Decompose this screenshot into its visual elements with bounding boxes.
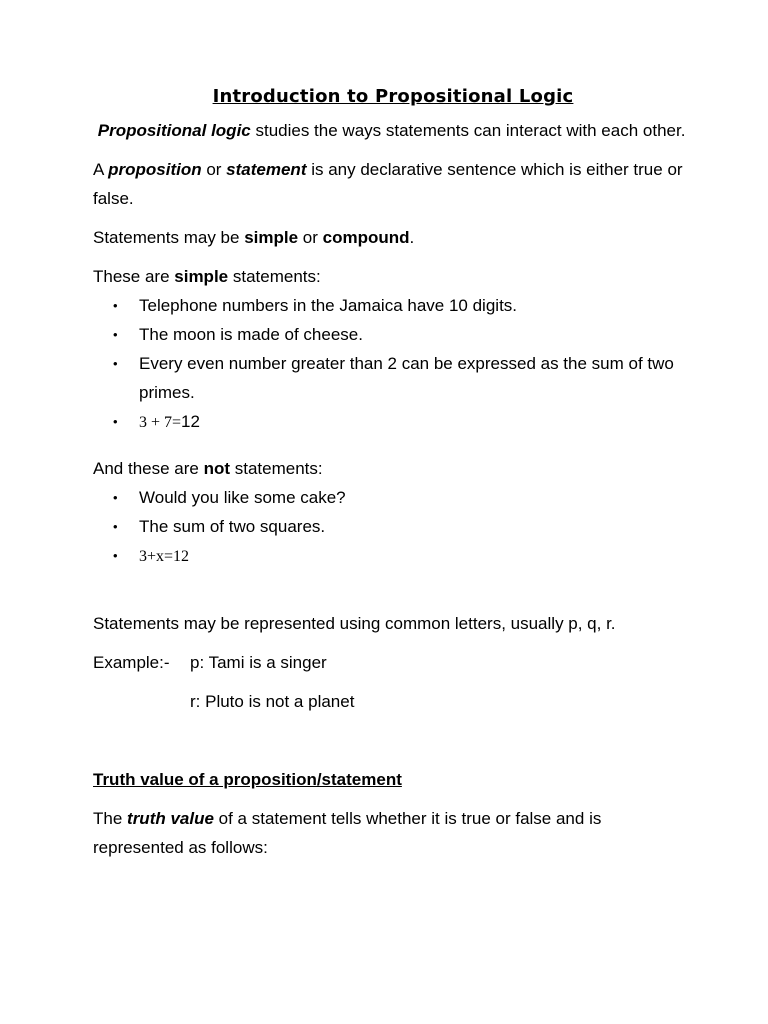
truth-value-paragraph: The truth value of a statement tells whether it is true or false and is represented as follows:: [93, 809, 602, 857]
term-propositional-logic: Propositional logic: [97, 121, 251, 140]
section-heading: Truth value of a proposition/statement: [93, 770, 402, 789]
list-item: • 3+x=12: [93, 541, 693, 571]
types-paragraph: Statements may be simple or compound.: [93, 228, 415, 247]
term-statement: statement: [226, 160, 307, 179]
term-truth-value: truth value: [127, 809, 214, 828]
list-item: • Every even number greater than 2 can be expressed as the sum of two primes.: [93, 349, 693, 407]
list-item: • Telephone numbers in the Jamaica have 10 digits.: [93, 291, 693, 320]
term-proposition: proposition: [108, 160, 202, 179]
not-intro: And these are not statements:: [93, 459, 323, 478]
page-title: Introduction to Propositional Logic: [212, 86, 574, 107]
list-item: • 3 + 7=12: [93, 407, 693, 437]
simple-statements-list: [93, 291, 693, 437]
list-item: • Would you like some cake?: [93, 483, 693, 512]
not-statements-list: [93, 483, 693, 571]
intro-paragraph: Propositional logic studies the ways statements can interact with each other.: [97, 121, 686, 140]
list-item: • The sum of two squares.: [93, 512, 693, 541]
letters-paragraph: Statements may be represented using common letters, usually p, q, r.: [93, 614, 616, 633]
list-item: • The moon is made of cheese.: [93, 320, 693, 349]
simple-intro: These are simple statements:: [93, 267, 321, 286]
definition-paragraph: A proposition or statement is any declarative sentence which is either true or false.: [93, 160, 683, 208]
example-row-r: r: Pluto is not a planet: [190, 692, 355, 711]
example-row-p: Example:- p: Tami is a singer: [93, 648, 693, 677]
example-label: Example:-: [93, 653, 170, 672]
document-page: [93, 86, 693, 862]
